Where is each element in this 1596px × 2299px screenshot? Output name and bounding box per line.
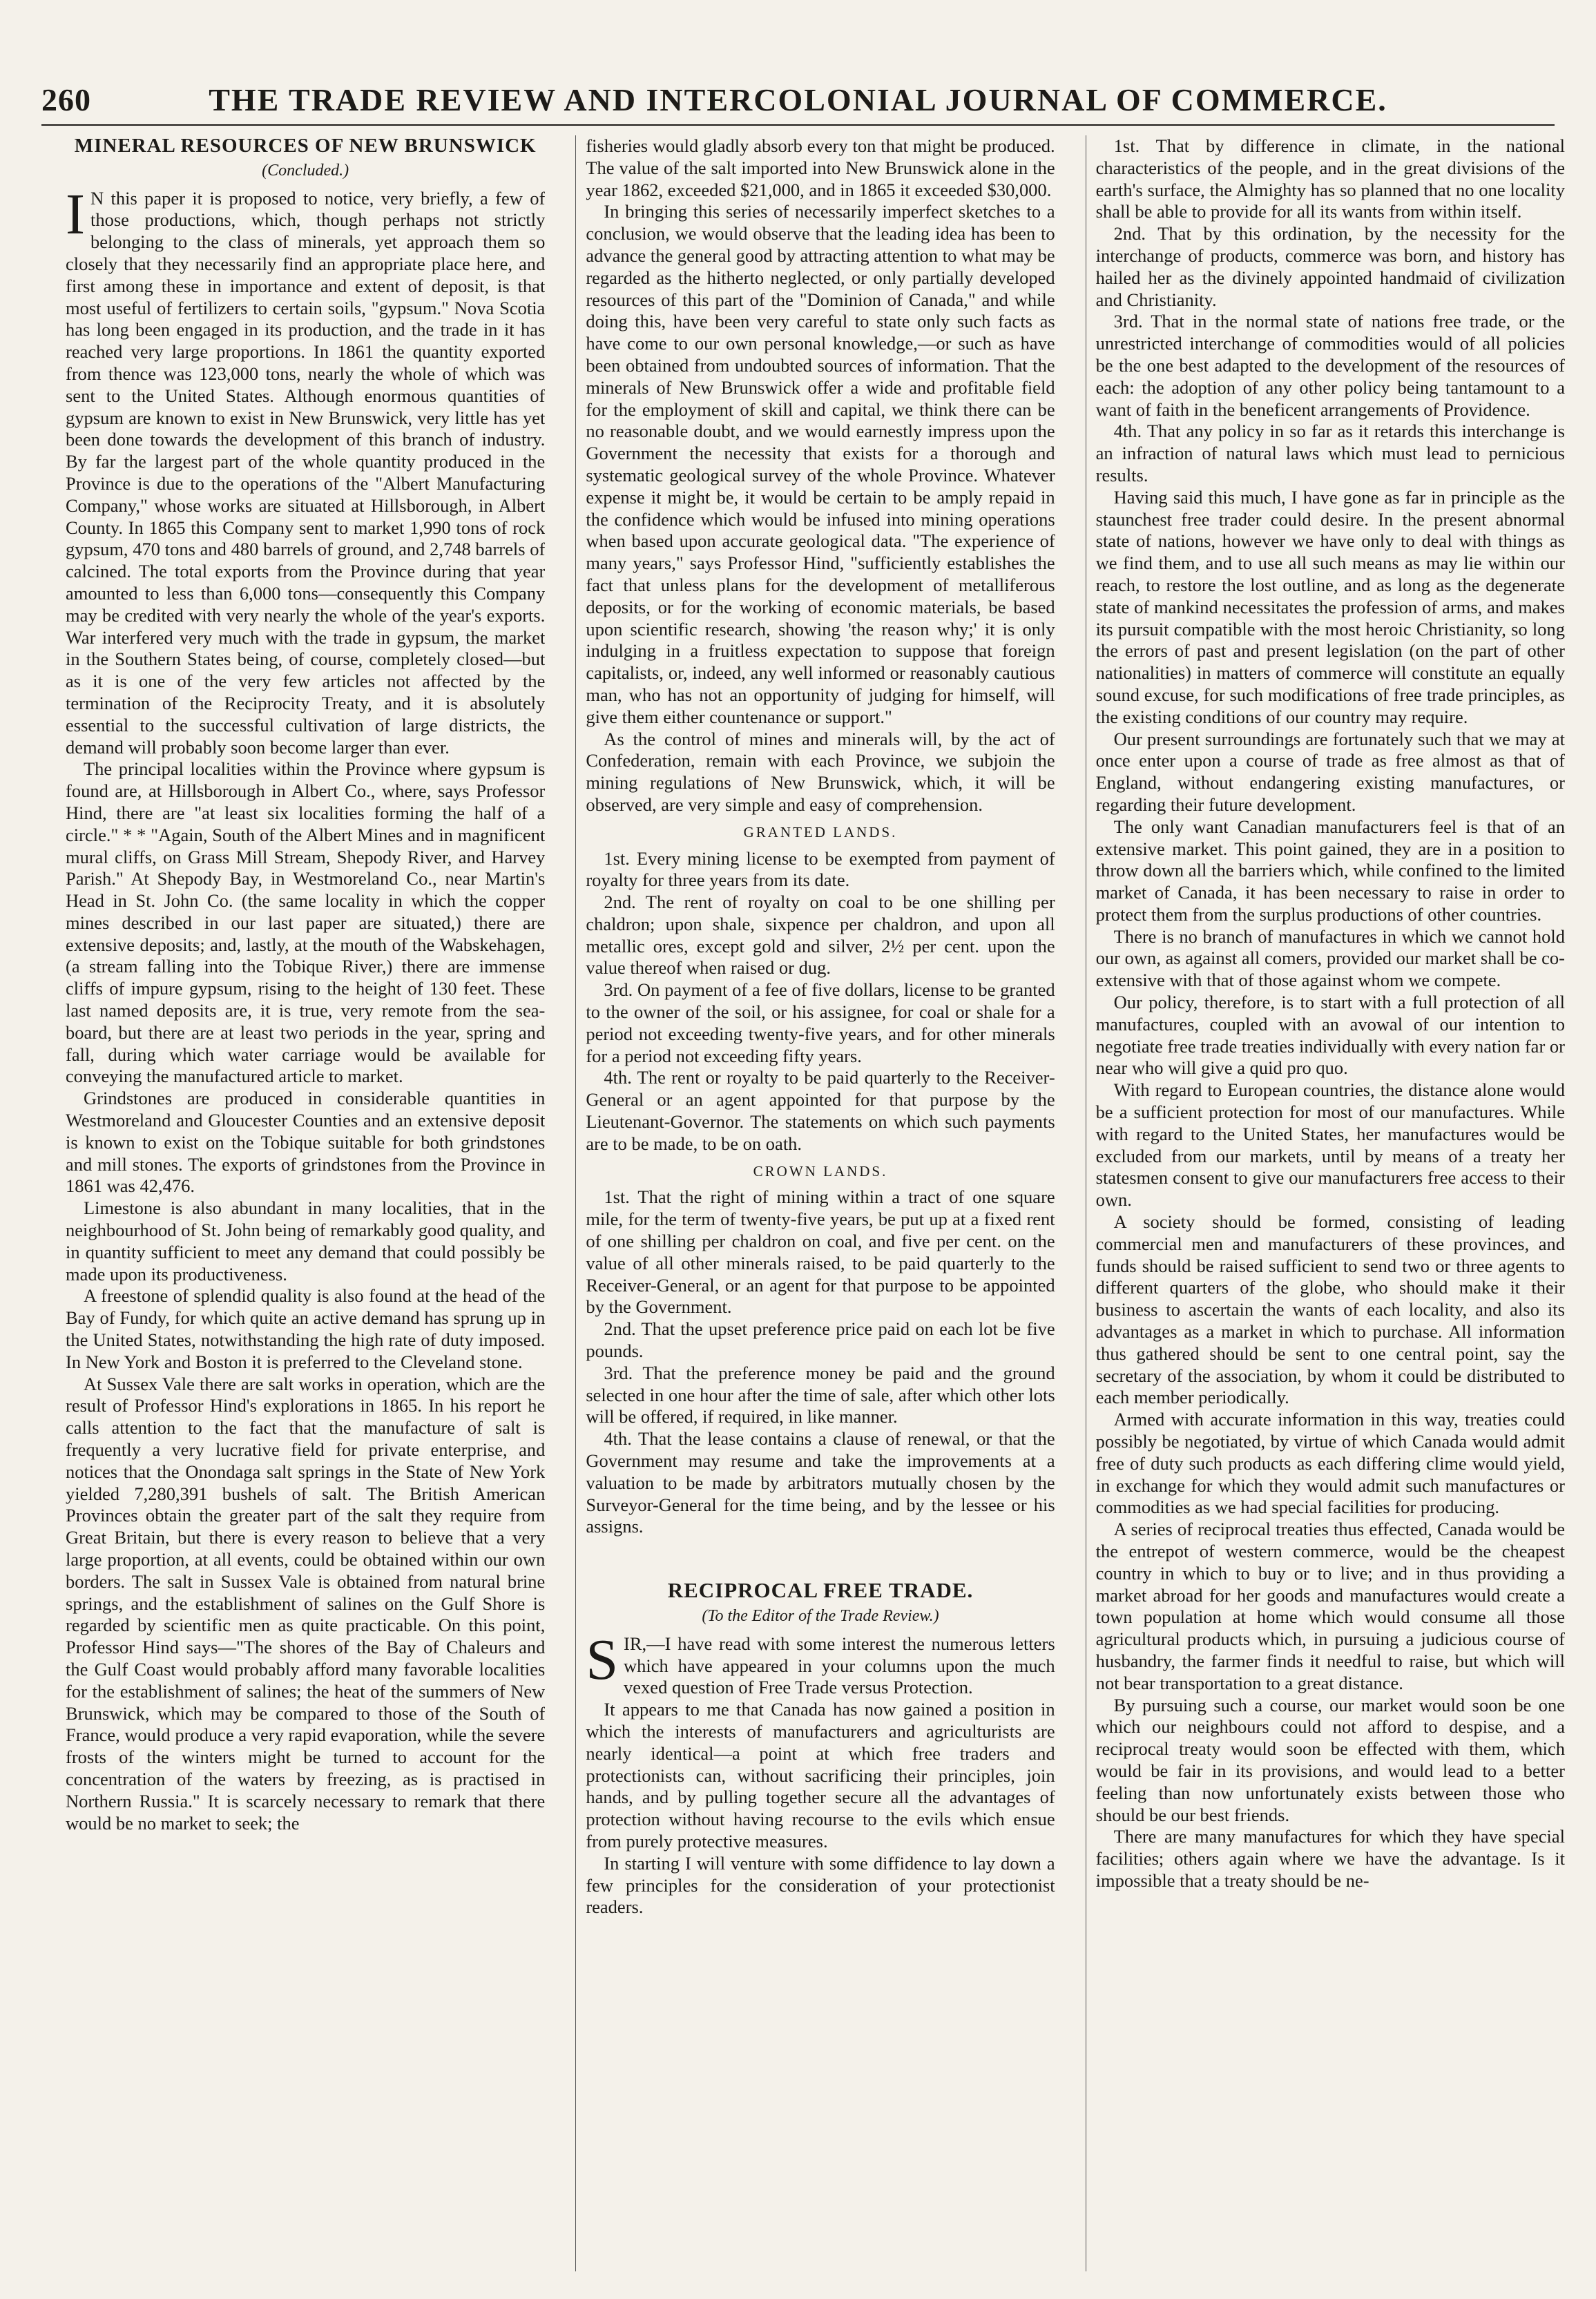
article-title-reciprocal: RECIPROCAL FREE TRADE. (667, 1578, 974, 1603)
paragraph: 3rd. On payment of a fee of five dollars, license to be granted to the owner of the soil, or his assignee, for coal or shale for a period not exceeding twenty-five years, and for other minerals for a period not exceeding fifty years. (586, 979, 1055, 1066)
paragraph: There is no branch of manufactures in which we cannot hold our own, as against all comers, provided our market shall be co-extensive with that of those against whom we compete. (1095, 925, 1565, 991)
section-gap (586, 1538, 1055, 1579)
page-number: 260 (41, 82, 91, 117)
paragraph: By pursuing such a course, our market would soon be one which our neighbours could not afford to despise, and a reciprocal treaty would soon be effected with them, which would be fair in its provisions, and would lead to a better feeling than now unfortunately exists between those who should be our best friends. (1095, 1694, 1565, 1825)
column-2 (575, 135, 1055, 2271)
paragraph: 2nd. That by this ordination, by the necessity for the interchange of products, commerce was born, and history has hailed her as the divinely appointed handmaid of civilization and Christianity. (1095, 223, 1565, 310)
paragraph: In bringing this series of necessarily imperfect sketches to a conclusion, we would observe that the leading idea has been to advance the general good by attracting attention to what may be regarded as the hitherto neglected, or only partially developed resources of this part of the "Dominion of Canada," and while doing this, have been very careful to state only such facts as have come to our own personal knowledge,—or such as have been obtained from undoubted sources of information. That the minerals of New Brunswick offer a wide and profitable field for the employment of skill and capital, we think there can be no reasonable doubt, and we would earnestly impress upon the Government the necessity that exists for a thorough and systematic geological survey of the whole Province. Whatever expense it might be, it would be certain to be amply repaid in the confidence which would be infused into mining operations when based upon accurate geological data. "The experience of many years," says Professor Hind, "sufficiently establishes the fact that unless plans for the development of metalliferous deposits, or for the working of economic materials, be based upon scientific research, showing 'the reason why;' it is only indulging in a fruitless expectation to suppose that foreign capitalists, or, indeed, any well informed or reasonably cautious man, who has not an opportunity of judging for himself, will give them either countenance or support." (586, 201, 1055, 727)
paragraph: I N this paper it is proposed to notice, very briefly, a few of those productions, which, though perhaps not strictly belonging to the class of minerals, yet approach them so closely that they necessarily find an appropriate place here, and first among these in importance and extent of deposit, is that most useful of fertilizers to certain soils, "gypsum." Nova Scotia has long been engaged in its production, and the trade in it has reached very large proportions. In 1861 the quantity exported from thence was 123,000 tons, nearly the whole of which was sent to the United States. Although enormous quantities of gypsum are known to exist in New Brunswick, very little has yet been done towards the development of this branch of industry. By far the largest part of the whole quantity produced in the Province is due to the operations of the "Albert Manufacturing Company," whose works are situated at Hillsborough, in Albert County. In 1865 this Company sent to market 1,990 tons of rock gypsum, 470 tons and 480 barrels of ground, and 2,748 barrels of calcined. The total exports from the Province during that year amounted to less than 6,000 tons—consequently this Company may be credited with very nearly the whole of the year's exports. War interfered very much with the trade in gypsum, the market in the Southern States being, of course, completely closed—but as it is one of the very few articles not affected by the termination of the Reciprocity Treaty, and it is absolutely essential to the successful cultivation of large districts, the demand will probably soon become larger than ever. (66, 182, 546, 758)
paragraph: Limestone is also abundant in many localities, that in the neighbourhood of St. John being of remarkably good quality, and in quantity sufficient to meet any demand that could possibly be made upon its productiveness. (66, 1197, 546, 1285)
paragraph: 1st. Every mining license to be exempted from payment of royalty for three years from its date. (586, 847, 1055, 891)
paragraph: 4th. That any policy in so far as it retards this interchange is an infraction of natural laws which must lead to pernicious results. (1095, 421, 1565, 485)
columns (66, 135, 1565, 2271)
paragraph: 4th. That the lease contains a clause of renewal, or that the Government may resume and take the improvements at a valuation to be made by arbitrators mutually chosen by the Surveyor-General for the time being, and by the lessee or his assigns. (586, 1428, 1055, 1537)
granted-lands-heading: GRANTED LANDS. (743, 823, 898, 840)
article-title-minerals: MINERAL RESOURCES OF NEW BRUNSWICK (74, 135, 537, 157)
article-subtitle-minerals: (Concluded.) (262, 161, 349, 180)
paragraph: Our present surroundings are fortunately such that we may at once enter upon a course of trade as free almost as that of England, without endangering existing manufactures, or regarding their future development. (1095, 728, 1565, 815)
header-rule (41, 124, 1555, 126)
paragraph: At Sussex Vale there are salt works in operation, which are the result of Professor Hind's explorations in 1865. In his report he calls attention to the fact that the manufacture of salt is frequently a very lucrative field for private enterprise, and notices that the Onondaga salt springs in the State of New York yielded 7,280,391 bushels of salt. The British American Provinces obtain the greater part of the salt they require from Great Britain, but there is every reason to believe that a very large proportion, at all events, could be obtained within our own borders. The salt in Sussex Vale is obtained from natural brine springs, and the establishment of salines on the Gulf Shore is regarded by scientific men as quite practicable. On this point, Professor Hind says—"The shores of the Bay of Chaleurs and the Gulf Coast would probably afford many favorable localities for the establishment of salines; the heat of the summers of New Brunswick, which may be compared to those of the South of France, would produce a very rapid evaporation, while the severe frosts of the winters might be turned to account for the concentration of the waters by freezing, as is practised in Northern Russia." It is scarcely necessary to remark that there would be no market to seek; the (66, 1373, 546, 1834)
page-header (41, 81, 1555, 123)
drop-cap: I (66, 182, 85, 247)
paragraph: 4th. The rent or royalty to be paid quarterly to the Receiver-General or an agent appointed for that purpose by the Lieutenant-Governor. The statements on which such payments are to be made, to be on oath. (586, 1067, 1055, 1154)
paragraph: 2nd. That the upset preference price paid on each lot be five pounds. (586, 1318, 1055, 1362)
paragraph: 3rd. That the preference money be paid and the ground selected in one hour after the time of sale, after which other lots will be offered, if required, in like manner. (586, 1362, 1055, 1427)
paragraph: fisheries would gladly absorb every ton that might be produced. The value of the salt imported into New Brunswick alone in the year 1862, exceeded $21,000, and in 1865 it exceeded $30,000. (586, 135, 1055, 200)
paragraph: Grindstones are produced in considerable quantities in Westmoreland and Gloucester Counties and an extensive deposit is known to exist on the Tobique suitable for both grindstones and mill stones. The exports of grindstones from the Province in 1861 was 42,476. (66, 1088, 546, 1197)
running-title: THE TRADE REVIEW AND INTERCOLONIAL JOURNAL OF COMMERCE. (209, 82, 1387, 117)
paragraph: SIR,—I have read with some interest the numerous letters which have appeared in your columns upon the much vexed question of Free Trade versus Protection. (586, 1627, 1055, 1698)
paragraph: The only want Canadian manufacturers feel is that of an extensive market. This point gained, they are in a position to throw down all the barriers which, while confined to the limited market of Canada, it has been necessary to raise in order to protect them from the surplus productions of other countries. (1095, 816, 1565, 925)
crown-lands-heading: CROWN LANDS. (753, 1162, 888, 1180)
paragraph: It appears to me that Canada has now gained a position in which the interests of manufacturers and agriculturists are nearly identical—a point at which free traders and protectionists can, without sacrificing their principles, join hands, and by pulling together secure all the advantages of protection without having recourse to the evils which ensue from purely protective measures. (586, 1699, 1055, 1851)
paragraph: 2nd. The rent of royalty on coal to be one shilling per chaldron; upon shale, sixpence per chaldron, and upon all metallic ores, except gold and silver, 2½ per cent. upon the value thereof when raised or dug. (586, 892, 1055, 979)
paragraph: Our policy, therefore, is to start with a full protection of all manufactures, coupled with an avowal of our intention to negotiate free trade treaties individually with every nation far or near who will give a quid pro quo. (1095, 992, 1565, 1079)
paragraph: Armed with accurate information in this way, treaties could possibly be negotiated, by virtue of which Canada would admit free of duty such products as each differing clime would yield, in exchange for which they would admit such manufactures or commodities as we had special facilities for producing. (1095, 1409, 1565, 1518)
paragraph: 1st. That by difference in climate, in the national characteristics of the people, and in the great divisions of the earth's surface, the Almighty has so planned that no one locality shall be able to provide for all its wants from within itself. (1095, 135, 1565, 222)
drop-cap: S (586, 1627, 619, 1692)
paragraph: A freestone of splendid quality is also found at the head of the Bay of Fundy, for which quite an active demand has sprung up in the United States, notwithstanding the high rate of duty imposed. In New York and Boston it is preferred to the Cleveland stone. (66, 1285, 546, 1372)
paragraph: As the control of mines and minerals will, by the act of Confederation, remain with each Province, we subjoin the mining regulations of New Brunswick, which, it will be observed, are very simple and easy of comprehension. (586, 728, 1055, 815)
column-1 (66, 135, 545, 2271)
paragraph: 3rd. That in the normal state of nations free trade, or the unrestricted interchange of commodities would of all policies be the one best adapted to the development of the resources of each: the adoption of any other policy being tantamount to a want of faith in the beneficent arrangements of Providence. (1095, 311, 1565, 420)
paragraph: There are many manufactures for which they have special facilities; others again where we have the advantage. Is it impossible that a treaty should be ne- (1095, 1826, 1565, 1891)
paragraph: Having said this much, I have gone as far in principle as the staunchest free trader could desire. In the present abnormal state of nations, however we have only to deal with things as we find them, and to use all such means as may lie within our reach, to restore the lost outline, and as long as the degenerate state of mankind necessitates the profession of arms, and makes its pursuit compatible with the most heroic Christianity, so long the errors of past and present legislation (on the part of other nationalities) in matters of commerce will constitute an equally sound excuse, for such modifications of free trade principles, as the existing conditions of our country may require. (1095, 486, 1565, 727)
article-subtitle-reciprocal: (To the Editor of the Trade Review.) (702, 1607, 939, 1625)
paragraph: With regard to European countries, the distance alone would be a sufficient protection for most of our manufactures. While with regard to the United States, her manufactures would be excluded from our markets, until by means of a treaty her statesmen consent to give our manufacturers free access to their own. (1095, 1079, 1565, 1211)
column-3 (1086, 135, 1565, 2271)
paragraph: 1st. That the right of mining within a tract of one square mile, for the term of twenty-five years, be put up at a fixed rent of one shilling per chaldron on coal, and five per cent. on the value of all other minerals raised, to be paid quarterly to the Receiver-General, or an agent for that purpose to be appointed by the Government. (586, 1186, 1055, 1318)
paragraph: The principal localities within the Province where gypsum is found are, at Hillsborough in Albert Co., where, says Professor Hind, there are "at least six localities forming the half of a circle." * * "Again, South of the Albert Mines and in magnificent mural cliffs, on Grass Mill Stream, Shepody River, and Harvey Parish." At Shepody Bay, in Westmoreland Co., near Martin's Head in St. John Co. (the same locality in which the copper mines described in our last paper are situated,) there are extensive deposits; and, lastly, at the mouth of the Wabskehagen, (a stream falling into the Tobique River,) there are immense cliffs of impure gypsum, rising to the height of 130 feet. These last named deposits are, it is true, very remote from the sea-board, but there are at least two periods in the year, spring and fall, during which water carriage would be available for conveying the manufactured article to market. (66, 758, 546, 1087)
paragraph: A society should be formed, consisting of leading commercial men and manufacturers of these provinces, and funds should be raised sufficient to send two or three agents to different quarters of the globe, who should make it their business to ascertain the wants of each locality, and also its advantages as a market in which to purchase. All information thus gathered should be sent to one central point, say the secretary of the association, by whom it could be distributed to each member periodically. (1095, 1211, 1565, 1408)
paragraph: In starting I will venture with some diffidence to lay down a few principles for the consideration of your protectionist readers. (586, 1852, 1055, 1918)
paragraph: A series of reciprocal treaties thus effected, Canada would be the entrepot of western commerce, would be the cheapest country in which to buy or to live; and in thus providing a market abroad for her goods and manufactures would create a town population at home which would consume all those agricultural products which, in pursuing a judicious course of husbandry, the farmer finds it needful to raise, but which will not bear transportation to a great distance. (1095, 1519, 1565, 1693)
